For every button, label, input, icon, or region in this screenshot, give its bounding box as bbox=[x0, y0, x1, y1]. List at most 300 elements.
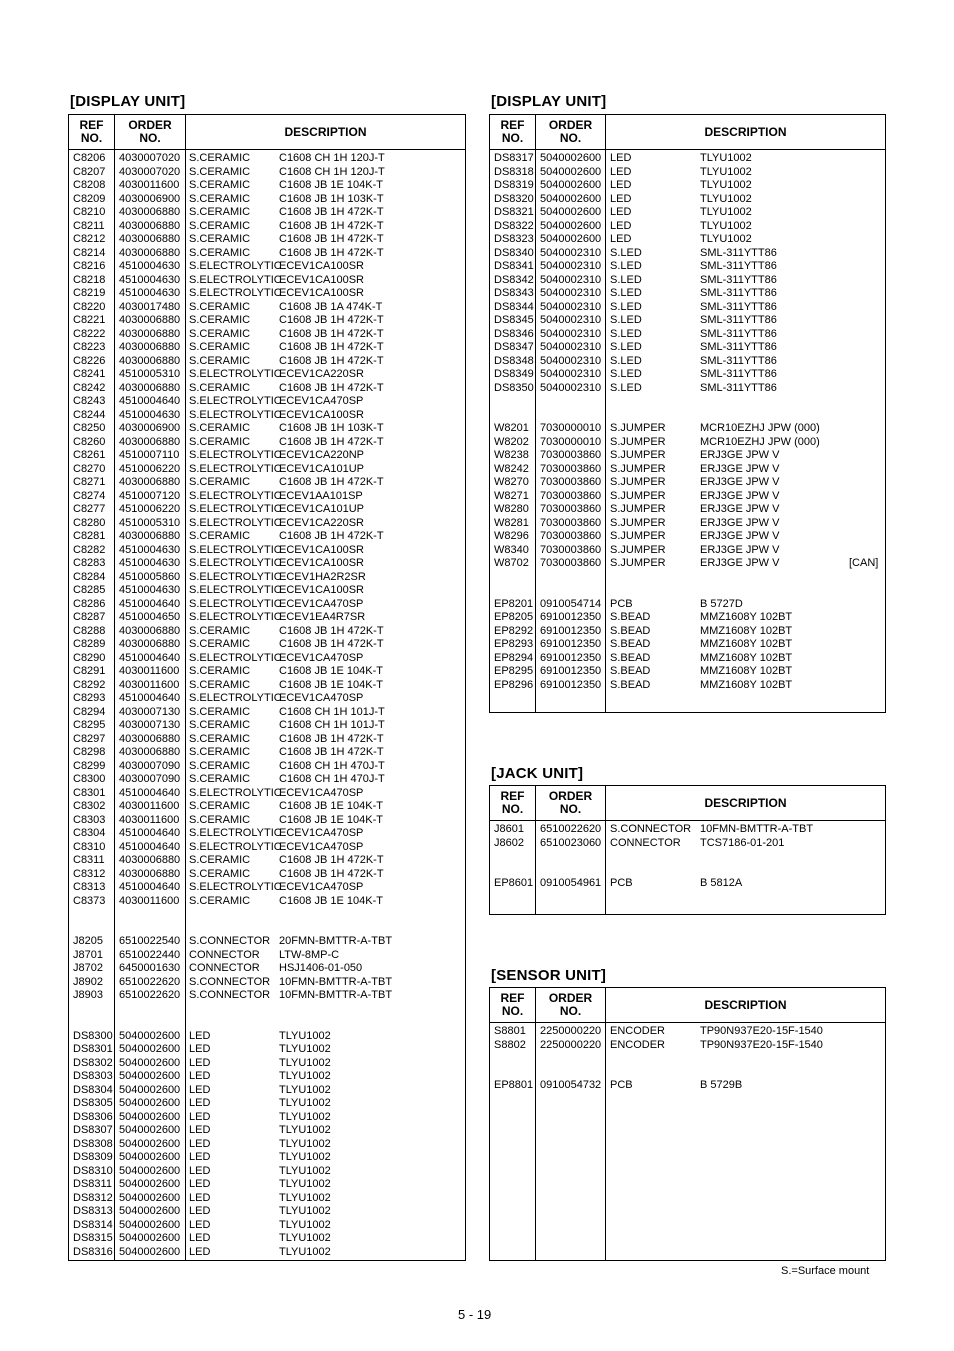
ref-no-cell: C8212 bbox=[73, 233, 106, 245]
part-type-cell: S.ELECTROLYTIC bbox=[189, 597, 282, 610]
ref-no-cell: EP8295 bbox=[494, 665, 534, 677]
ref-no-cell: DS8316 bbox=[73, 1245, 113, 1258]
part-type-cell: LED bbox=[189, 1178, 211, 1190]
table-row bbox=[69, 1205, 465, 1219]
part-type-cell: S.BEAD bbox=[610, 651, 651, 664]
part-type-cell: S.LED bbox=[610, 341, 642, 353]
table-row bbox=[69, 962, 465, 976]
table-row bbox=[69, 1178, 465, 1192]
ref-no-header: REF NO. bbox=[500, 789, 525, 816]
ref-no-cell: EP8294 bbox=[494, 651, 534, 664]
part-type-cell: LED bbox=[610, 165, 632, 178]
ref-no-cell: J8602 bbox=[494, 836, 524, 849]
part-number-cell: ECEV1CA101UP bbox=[279, 462, 364, 475]
table-row bbox=[69, 571, 465, 585]
part-number-cell: C1608 CH 1H 470J-T bbox=[279, 759, 385, 772]
ref-no-cell: S8802 bbox=[494, 1038, 526, 1051]
header-divider bbox=[69, 149, 465, 150]
part-type-cell: S.JUMPER bbox=[610, 543, 666, 556]
part-type-cell: LED bbox=[189, 1043, 211, 1055]
order-no-cell: 5040002600 bbox=[119, 1205, 181, 1217]
part-number-cell: SML-311YTT86 bbox=[700, 287, 777, 299]
order-no-cell: 4030007130 bbox=[119, 705, 181, 718]
order-no-cell: 4030007020 bbox=[119, 152, 181, 164]
part-type-cell: S.BEAD bbox=[610, 638, 651, 650]
ref-no-cell: C8295 bbox=[73, 719, 106, 731]
description-header: DESCRIPTION bbox=[704, 795, 787, 810]
ref-no-cell: C8209 bbox=[73, 192, 106, 205]
ref-no-cell: C8289 bbox=[73, 638, 106, 650]
part-number-cell: ECEV1CA100SR bbox=[279, 557, 364, 569]
part-number-cell: SML-311YTT86 bbox=[700, 246, 777, 259]
table-row bbox=[69, 814, 465, 828]
ref-no-cell: DS8323 bbox=[494, 233, 534, 245]
part-type-cell: LED bbox=[610, 233, 632, 245]
table-row bbox=[490, 557, 885, 571]
part-number-cell: ECEV1CA100SR bbox=[279, 408, 364, 421]
part-type-cell: S.ELECTROLYTIC bbox=[189, 516, 282, 529]
order-no-cell: 5040002600 bbox=[119, 1043, 181, 1055]
ref-no-cell: C8280 bbox=[73, 516, 106, 529]
table-row bbox=[490, 422, 885, 436]
rows-container bbox=[490, 152, 885, 692]
table-row bbox=[490, 382, 885, 396]
part-number-cell: 10FMN-BMTTR-A-TBT bbox=[279, 975, 393, 988]
part-type-cell: LED bbox=[189, 1191, 211, 1204]
parts-table-display-left bbox=[68, 114, 466, 1261]
spacer-row bbox=[490, 395, 885, 409]
ref-no-cell: DS8311 bbox=[73, 1178, 112, 1190]
table-row bbox=[69, 503, 465, 517]
ref-no-cell: DS8344 bbox=[494, 300, 534, 313]
ref-no-cell: DS8301 bbox=[73, 1043, 113, 1055]
part-type-cell: PCB bbox=[610, 1079, 633, 1091]
order-no-cell: 2250000220 bbox=[540, 1038, 602, 1051]
part-type-cell: LED bbox=[189, 1124, 211, 1136]
table-row bbox=[490, 837, 885, 851]
order-no-cell: 4510004630 bbox=[119, 584, 181, 596]
part-number-cell: 10FMN-BMTTR-A-TBT bbox=[279, 989, 393, 1001]
part-number-cell: ECEV1CA470SP bbox=[279, 786, 364, 799]
order-no-cell: 4030006880 bbox=[119, 476, 181, 488]
ref-no-cell: C8210 bbox=[73, 206, 106, 218]
order-no-cell: 4510004630 bbox=[119, 543, 181, 556]
order-no-cell: 4510005860 bbox=[119, 570, 181, 583]
ref-no-cell: C8223 bbox=[73, 341, 106, 353]
ref-no-cell: C8270 bbox=[73, 462, 106, 475]
part-type-cell: S.CERAMIC bbox=[189, 624, 251, 637]
order-no-cell: 4030006900 bbox=[119, 422, 181, 434]
ref-no-cell: DS8313 bbox=[73, 1205, 113, 1217]
table-row bbox=[490, 823, 885, 837]
ref-no-cell: C8250 bbox=[73, 422, 106, 434]
part-type-cell: S.ELECTROLYTIC bbox=[189, 395, 282, 407]
table-row bbox=[69, 1192, 465, 1206]
ref-no-cell: J8701 bbox=[73, 948, 103, 961]
part-type-cell: S.ELECTROLYTIC bbox=[189, 543, 282, 556]
ref-no-cell: C8294 bbox=[73, 705, 106, 718]
ref-no-cell: W8281 bbox=[494, 516, 529, 529]
part-type-cell: S.ELECTROLYTIC bbox=[189, 449, 282, 461]
part-number-cell: TLYU1002 bbox=[279, 1043, 331, 1055]
ref-no-cell: C8288 bbox=[73, 624, 106, 637]
ref-no-cell: J8601 bbox=[494, 823, 524, 835]
part-type-cell: S.CERAMIC bbox=[189, 719, 251, 731]
order-no-header: ORDER NO. bbox=[548, 789, 593, 816]
table-row bbox=[490, 368, 885, 382]
order-no-cell: 6910012350 bbox=[540, 611, 602, 623]
order-no-cell: 5040002600 bbox=[119, 1083, 181, 1096]
order-no-cell: 4030006880 bbox=[119, 435, 181, 448]
order-no-cell: 5040002600 bbox=[540, 179, 602, 191]
order-no-cell: 6910012350 bbox=[540, 638, 602, 650]
order-no-cell: 4510004630 bbox=[119, 260, 181, 272]
part-number-cell: TLYU1002 bbox=[279, 1097, 331, 1109]
ref-no-cell: C8284 bbox=[73, 570, 106, 583]
order-no-cell: 5040002310 bbox=[540, 246, 602, 259]
part-number-cell: C1608 CH 1H 120J-T bbox=[279, 165, 385, 178]
part-number-cell: ECEV1EA4R7SR bbox=[279, 611, 366, 623]
ref-no-cell: DS8342 bbox=[494, 273, 534, 286]
table-row bbox=[69, 301, 465, 315]
ref-no-cell: EP8296 bbox=[494, 678, 534, 691]
order-no-cell: 4510004640 bbox=[119, 827, 181, 839]
part-number-cell: ECEV1CA100SR bbox=[279, 287, 364, 299]
order-no-cell: 6510022620 bbox=[540, 823, 602, 835]
table-row bbox=[69, 652, 465, 666]
table-row bbox=[490, 1039, 885, 1053]
order-no-cell: 5040002600 bbox=[540, 165, 602, 178]
part-type-cell: S.JUMPER bbox=[610, 422, 666, 434]
table-row bbox=[69, 746, 465, 760]
part-number-cell: C1608 JB 1H 472K-T bbox=[279, 219, 384, 232]
table-row bbox=[69, 530, 465, 544]
ref-no-cell: C8222 bbox=[73, 327, 106, 340]
part-type-cell: S.CERAMIC bbox=[189, 746, 251, 758]
description-header: DESCRIPTION bbox=[704, 997, 787, 1012]
spacer-row bbox=[69, 1003, 465, 1017]
order-no-header: ORDER NO. bbox=[548, 991, 593, 1018]
part-number-cell: ERJ3GE JPW V bbox=[700, 449, 780, 461]
order-no-cell: 5040002600 bbox=[540, 219, 602, 232]
table-row bbox=[69, 881, 465, 895]
part-type-cell: S.CONNECTOR bbox=[610, 823, 692, 835]
order-no-cell: 6910012350 bbox=[540, 678, 602, 691]
order-no-cell: 7030003860 bbox=[540, 462, 602, 475]
order-no-cell: 5040002600 bbox=[119, 1029, 181, 1042]
order-no-cell: 4510004630 bbox=[119, 557, 181, 569]
part-number-cell: SML-311YTT86 bbox=[700, 327, 777, 340]
order-no-cell: 5040002600 bbox=[119, 1124, 181, 1136]
table-row bbox=[490, 355, 885, 369]
table-row bbox=[69, 800, 465, 814]
part-type-cell: S.JUMPER bbox=[610, 503, 666, 515]
table-row bbox=[69, 692, 465, 706]
table-row bbox=[69, 422, 465, 436]
part-type-cell: S.CERAMIC bbox=[189, 219, 251, 232]
part-number-cell: TLYU1002 bbox=[279, 1164, 331, 1177]
table-row bbox=[69, 1246, 465, 1260]
part-number-cell: TCS7186-01-201 bbox=[700, 836, 785, 849]
ref-no-cell: C8283 bbox=[73, 557, 106, 569]
ref-no-cell: DS8304 bbox=[73, 1083, 113, 1096]
ref-no-cell: DS8317 bbox=[494, 152, 534, 164]
part-type-cell: S.CERAMIC bbox=[189, 705, 251, 718]
table-row bbox=[490, 877, 885, 891]
table-row bbox=[69, 179, 465, 193]
part-number-cell: SML-311YTT86 bbox=[700, 381, 777, 394]
order-no-cell: 5040002600 bbox=[119, 1232, 181, 1244]
table-row bbox=[490, 476, 885, 490]
ref-no-cell: DS8309 bbox=[73, 1151, 113, 1163]
part-number-cell: C1608 CH 1H 101J-T bbox=[279, 705, 385, 718]
order-no-cell: 6510022540 bbox=[119, 935, 181, 947]
ref-no-cell: DS8306 bbox=[73, 1110, 113, 1123]
table-row bbox=[69, 1111, 465, 1125]
header-divider bbox=[490, 149, 885, 150]
part-type-cell: S.ELECTROLYTIC bbox=[189, 651, 282, 664]
table-row bbox=[69, 1070, 465, 1084]
spacer-row bbox=[490, 1066, 885, 1080]
part-type-cell: S.CERAMIC bbox=[189, 530, 251, 542]
order-no-cell: 6510022620 bbox=[119, 975, 181, 988]
ref-no-cell: C8303 bbox=[73, 813, 106, 826]
table-row bbox=[490, 314, 885, 328]
table-row bbox=[490, 152, 885, 166]
order-no-cell: 5040002600 bbox=[119, 1097, 181, 1109]
part-number-cell: ECEV1CA470SP bbox=[279, 395, 364, 407]
rows-container bbox=[490, 823, 885, 891]
table-row bbox=[69, 328, 465, 342]
part-number-cell: 10FMN-BMTTR-A-TBT bbox=[700, 823, 814, 835]
part-type-cell: S.ELECTROLYTIC bbox=[189, 503, 282, 515]
part-type-cell: CONNECTOR bbox=[189, 962, 260, 974]
part-number-cell: MMZ1608Y 102BT bbox=[700, 651, 793, 664]
part-type-cell: LED bbox=[189, 1056, 211, 1069]
part-number-cell: SML-311YTT86 bbox=[700, 341, 777, 353]
table-row bbox=[69, 436, 465, 450]
part-number-cell: ECEV1CA470SP bbox=[279, 881, 364, 893]
ref-no-cell: C8313 bbox=[73, 881, 106, 893]
part-type-cell: S.LED bbox=[610, 287, 642, 299]
order-no-cell: 6910012350 bbox=[540, 665, 602, 677]
table-row bbox=[69, 1084, 465, 1098]
ref-no-cell: C8290 bbox=[73, 651, 106, 664]
ref-no-cell: C8298 bbox=[73, 746, 106, 758]
description-header: DESCRIPTION bbox=[284, 124, 367, 139]
part-number-cell: ERJ3GE JPW V bbox=[700, 543, 780, 556]
ref-no-cell: DS8341 bbox=[494, 260, 534, 272]
table-row bbox=[69, 1138, 465, 1152]
table-row bbox=[490, 625, 885, 639]
part-number-cell: ECEV1AA101SP bbox=[279, 489, 363, 502]
table-row bbox=[490, 301, 885, 315]
part-number-cell: C1608 JB 1H 472K-T bbox=[279, 206, 384, 218]
ref-no-cell: DS8348 bbox=[494, 354, 534, 367]
order-no-cell: 5040002600 bbox=[119, 1151, 181, 1163]
spacer-row bbox=[69, 1016, 465, 1030]
order-no-cell: 5040002600 bbox=[119, 1056, 181, 1069]
table-row bbox=[490, 260, 885, 274]
part-number-cell: SML-311YTT86 bbox=[700, 300, 777, 313]
ref-no-cell: W8201 bbox=[494, 422, 529, 434]
part-number-cell: C1608 JB 1H 472K-T bbox=[279, 530, 384, 542]
part-number-cell: TLYU1002 bbox=[279, 1232, 331, 1244]
ref-no-cell: C8271 bbox=[73, 476, 106, 488]
rows-container bbox=[490, 1025, 885, 1093]
table-row bbox=[69, 706, 465, 720]
ref-no-cell: C8292 bbox=[73, 678, 106, 691]
ref-no-cell: DS8308 bbox=[73, 1137, 113, 1150]
ref-no-cell: EP8201 bbox=[494, 597, 534, 610]
table-row bbox=[69, 625, 465, 639]
part-type-cell: S.CERAMIC bbox=[189, 854, 251, 866]
part-number-cell: ERJ3GE JPW V bbox=[700, 503, 780, 515]
part-number-cell: C1608 JB 1E 104K-T bbox=[279, 678, 383, 691]
part-number-cell: ECEV1CA220SR bbox=[279, 516, 364, 529]
part-number-cell: C1608 CH 1H 470J-T bbox=[279, 773, 385, 785]
part-type-cell: S.CERAMIC bbox=[189, 800, 251, 812]
part-number-cell: TLYU1002 bbox=[279, 1083, 331, 1096]
part-number-cell: SML-311YTT86 bbox=[700, 314, 777, 326]
order-no-cell: 5040002600 bbox=[540, 206, 602, 218]
table-row bbox=[490, 233, 885, 247]
part-number-cell: C1608 CH 1H 120J-T bbox=[279, 152, 385, 164]
table-row bbox=[69, 611, 465, 625]
ref-no-cell: W8238 bbox=[494, 449, 529, 461]
order-no-cell: 4030007130 bbox=[119, 719, 181, 731]
ref-no-cell: C8312 bbox=[73, 867, 106, 880]
ref-no-cell: W8242 bbox=[494, 462, 529, 475]
part-number-cell: C1608 JB 1H 472K-T bbox=[279, 233, 384, 245]
ref-no-cell: DS8300 bbox=[73, 1029, 113, 1042]
part-type-cell: S.JUMPER bbox=[610, 435, 666, 448]
table-row bbox=[69, 193, 465, 207]
table-row bbox=[69, 382, 465, 396]
part-number-cell: C1608 JB 1H 472K-T bbox=[279, 638, 384, 650]
order-no-cell: 4030006880 bbox=[119, 624, 181, 637]
part-type-cell: S.CERAMIC bbox=[189, 381, 251, 394]
part-type-cell: S.ELECTROLYTIC bbox=[189, 408, 282, 421]
part-number-cell: MCR10EZHJ JPW (000) bbox=[700, 422, 820, 434]
ref-no-cell: DS8302 bbox=[73, 1056, 113, 1069]
order-no-cell: 4030011600 bbox=[119, 665, 180, 677]
part-type-cell: S.CERAMIC bbox=[189, 233, 251, 245]
order-no-cell: 4030011600 bbox=[119, 179, 180, 191]
order-no-cell: 5040002310 bbox=[540, 381, 602, 394]
ref-no-cell: C8208 bbox=[73, 179, 106, 191]
order-no-cell: 4030006880 bbox=[119, 381, 181, 394]
table-row bbox=[69, 1030, 465, 1044]
table-row bbox=[69, 1057, 465, 1071]
ref-no-cell: C8244 bbox=[73, 408, 106, 421]
table-row bbox=[490, 341, 885, 355]
spacer-row bbox=[490, 850, 885, 864]
part-type-cell: LED bbox=[189, 1029, 211, 1042]
order-no-cell: 5040002600 bbox=[119, 1070, 181, 1082]
ref-no-cell: C8218 bbox=[73, 273, 106, 286]
part-type-cell: S.LED bbox=[610, 354, 642, 367]
part-number-cell: ERJ3GE JPW V bbox=[700, 516, 780, 529]
order-no-cell: 6910012350 bbox=[540, 651, 602, 664]
page-number: 5 - 19 bbox=[458, 1307, 492, 1322]
table-row bbox=[69, 854, 465, 868]
part-number-cell: ERJ3GE JPW V bbox=[700, 462, 780, 475]
part-type-cell: LED bbox=[610, 179, 632, 191]
order-no-cell: 4030007090 bbox=[119, 773, 181, 785]
table-row bbox=[69, 949, 465, 963]
part-type-cell: S.BEAD bbox=[610, 665, 651, 677]
ref-no-cell: DS8312 bbox=[73, 1191, 113, 1204]
order-no-cell: 7030003860 bbox=[540, 503, 602, 515]
ref-no-cell: C8216 bbox=[73, 260, 106, 272]
ref-no-cell: C8241 bbox=[73, 368, 106, 380]
ref-no-cell: DS8310 bbox=[73, 1164, 113, 1177]
order-no-cell: 7030003860 bbox=[540, 489, 602, 502]
order-no-cell: 4030006880 bbox=[119, 638, 181, 650]
ref-no-cell: J8702 bbox=[73, 962, 103, 974]
parts-table-jack bbox=[489, 785, 886, 915]
table-row bbox=[490, 166, 885, 180]
ref-no-cell: C8311 bbox=[73, 854, 105, 866]
ref-no-cell: DS8307 bbox=[73, 1124, 113, 1136]
part-type-cell: S.CERAMIC bbox=[189, 246, 251, 259]
order-no-cell: 7030003860 bbox=[540, 543, 602, 556]
order-no-cell: 7030003860 bbox=[540, 557, 602, 569]
ref-no-cell: W8270 bbox=[494, 476, 529, 488]
table-row bbox=[490, 517, 885, 531]
table-row bbox=[69, 584, 465, 598]
part-type-cell: S.CERAMIC bbox=[189, 638, 251, 650]
part-type-cell: S.CERAMIC bbox=[189, 665, 251, 677]
order-no-cell: 4030011600 bbox=[119, 678, 180, 691]
spacer-row bbox=[69, 908, 465, 922]
ref-no-cell: C8285 bbox=[73, 584, 106, 596]
order-no-cell: 4510004640 bbox=[119, 840, 181, 853]
order-no-cell: 5040002310 bbox=[540, 273, 602, 286]
table-row bbox=[69, 274, 465, 288]
ref-no-cell: C8302 bbox=[73, 800, 106, 812]
table-row bbox=[69, 787, 465, 801]
spacer-row bbox=[490, 1052, 885, 1066]
table-row bbox=[69, 152, 465, 166]
part-type-cell: S.CERAMIC bbox=[189, 894, 251, 907]
ref-no-cell: DS8319 bbox=[494, 179, 534, 191]
part-type-cell: LED bbox=[189, 1245, 211, 1258]
table-row bbox=[69, 719, 465, 733]
table-row bbox=[69, 476, 465, 490]
order-no-cell: 5040002310 bbox=[540, 314, 602, 326]
part-type-cell: LED bbox=[610, 219, 632, 232]
table-row bbox=[69, 206, 465, 220]
ref-no-cell: C8373 bbox=[73, 894, 106, 907]
part-number-cell: B 5729B bbox=[700, 1079, 743, 1091]
ref-no-cell: DS8347 bbox=[494, 341, 534, 353]
ref-no-cell: C8301 bbox=[73, 786, 106, 799]
part-number-cell: TLYU1002 bbox=[700, 165, 752, 178]
order-no-cell: 4030017480 bbox=[119, 300, 181, 313]
part-type-cell: S.BEAD bbox=[610, 678, 651, 691]
table-row bbox=[69, 166, 465, 180]
part-type-cell: S.LED bbox=[610, 327, 642, 340]
table-row bbox=[69, 868, 465, 882]
part-type-cell: S.CERAMIC bbox=[189, 152, 251, 164]
order-no-cell: 4510004640 bbox=[119, 786, 181, 799]
ref-no-cell: C8220 bbox=[73, 300, 106, 313]
table-row bbox=[490, 179, 885, 193]
part-number-cell: SML-311YTT86 bbox=[700, 354, 777, 367]
part-number-cell: TLYU1002 bbox=[700, 179, 752, 191]
